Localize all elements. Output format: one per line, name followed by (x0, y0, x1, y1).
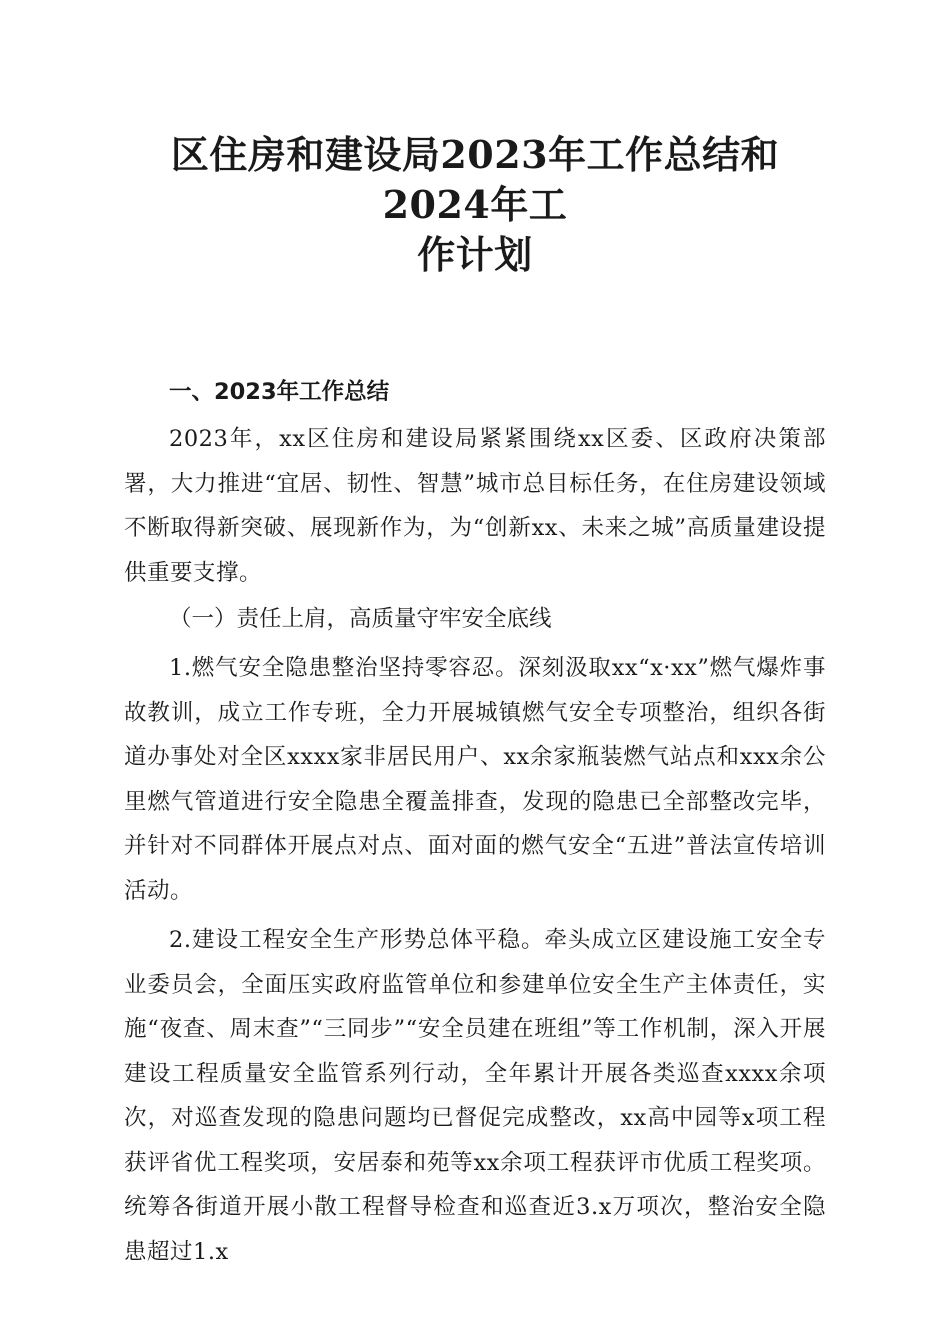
document-body (124, 372, 826, 1274)
subsection-heading-safety: （一）责任上肩，高质量守牢安全底线 (169, 606, 552, 632)
document-title (124, 130, 826, 280)
title-line-2: 作计划 (417, 232, 533, 277)
paragraph-gas-safety: 1.燃气安全隐患整治坚持零容忍。深刻汲取xx“x·xx”燃气爆炸事故教训，成立工作专班，全力开展城镇燃气安全专项整治，组织各街道办事处对全区xxxx家非居民用户、xx余家瓶装燃气站点和xxx余公里燃气管道进行安全隐患全覆盖排查，发现的隐患已全部整改完毕，并针对不同群体开展点对点、面对面的燃气安全“五进”普法宣传培训活动。 (124, 655, 826, 904)
title-line-1: 区住房和建设局2023年工作总结和2024年工 (170, 132, 780, 227)
paragraph-construction-safety: 2.建设工程安全生产形势总体平稳。牵头成立区建设施工安全专业委员会，全面压实政府监管单位和参建单位安全生产主体责任，实施“夜查、周末查”“三同步”“安全员建在班组”等工作机制，深入开展建设工程质量安全监管系列行动，全年累计开展各类巡查xxxx余项次，对巡查发现的隐患问题均已督促完成整改，xx高中园等x项工程获评省优工程奖项，安居泰和苑等xx余项工程获评市优质工程奖项。统筹各街道开展小散工程督导检查和巡查近3.x万项次，整治安全隐患超过1.x (124, 927, 826, 1265)
section-heading-2023-summary: 一、2023年工作总结 (169, 379, 390, 405)
intro-paragraph: 2023年，xx区住房和建设局紧紧围绕xx区委、区政府决策部署，大力推进“宜居、韧性、智慧”城市总目标任务，在住房建设领域不断取得新突破、展现新作为，为“创新xx、未来之城”高质量建设提供重要支撑。 (124, 426, 826, 586)
